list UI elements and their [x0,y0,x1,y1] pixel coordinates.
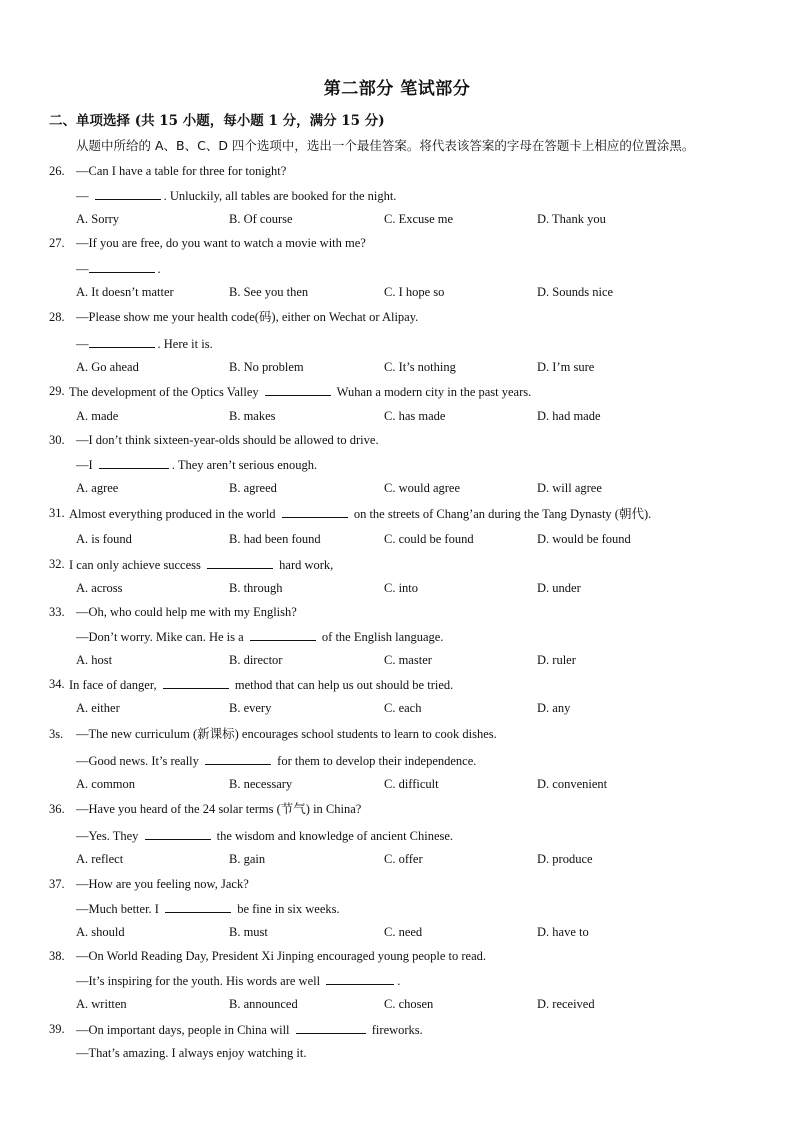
option-b: B. See you then [229,285,309,299]
option-a: A. made [76,409,119,423]
question-number: 28. [49,310,65,324]
question-number: 32. [49,557,65,571]
option-b: B. necessary [229,777,293,791]
option-a: A. Go ahead [76,360,139,374]
instruction-text: 从题中所给的 A、B、C、D 四个选项中，选出一个最佳答案。将代表该答案的字母在答题卡上相应的位置涂黑。 [76,138,695,153]
question-text: Almost everything produced in the world on the streets of Chang’an during the Tang Dynasty (朝代). [69,507,652,521]
option-d: D. had made [537,409,601,423]
answer-line: — . Here it is. [76,337,213,351]
option-a: A. host [76,653,113,667]
question-text: —How are you feeling now, Jack? [76,877,249,891]
page-title: 第二部分 笔试部分 [323,79,471,99]
option-c: C. could be found [384,532,474,546]
option-b: B. announced [229,997,298,1011]
answer-blank [89,260,155,273]
option-a: A. common [76,777,136,791]
answer-blank [207,556,273,569]
option-b: B. had been found [229,532,321,546]
option-b: B. must [229,925,268,939]
answer-line: —Much better. I be fine in six weeks. [76,902,340,916]
answer-blank [205,752,271,765]
option-a: A. It doesn’t matter [76,285,174,299]
option-b: B. director [229,653,283,667]
question-text: —If you are free, do you want to watch a movie with me? [76,236,366,250]
question-number: 27. [49,236,65,250]
option-d: D. produce [537,852,593,866]
answer-blank [165,900,231,913]
option-a: A. reflect [76,852,124,866]
answer-blank [95,187,161,200]
option-d: D. received [537,997,595,1011]
question-text: In face of danger, method that can help us out should be tried. [69,678,454,692]
option-d: D. convenient [537,777,608,791]
option-d: D. under [537,581,581,595]
answer-line: —Don’t worry. Mike can. He is a of the English language. [76,630,444,644]
question-text: —On World Reading Day, President Xi Jinping encouraged young people to read. [76,949,487,963]
section-heading: 二、单项选择 (共 15 小题，每小题 1 分，满分 15 分) [49,113,385,129]
question-number: 26. [49,164,65,178]
question-number: 33. [49,605,65,619]
answer-blank [282,505,348,518]
option-d: D. ruler [537,653,576,667]
answer-line: —It’s inspiring for the youth. His words are well . [76,974,401,988]
question-number: 30. [49,433,65,447]
option-d: D. will agree [537,481,602,495]
question-number: 31. [49,506,65,520]
question-number: 34. [49,677,65,691]
option-c: C. each [384,701,422,715]
option-c: C. I hope so [384,285,445,299]
option-d: D. Thank you [537,212,606,226]
answer-line: —Yes. They the wisdom and knowledge of ancient Chinese. [76,829,454,843]
question-text: —Please show me your health code(码), either on Wechat or Alipay. [76,310,419,324]
option-a: A. written [76,997,127,1011]
question-number: 36. [49,802,65,816]
question-text: I can only achieve success hard work, [69,558,334,572]
question-number: 38. [49,949,65,963]
option-c: C. need [384,925,423,939]
answer-blank [296,1021,366,1034]
question-text: The development of the Optics Valley Wuhan a modern city in the past years. [69,385,532,399]
option-c: C. offer [384,852,423,866]
answer-blank [89,335,155,348]
answer-line: —Good news. It’s really for them to develop their independence. [76,754,477,768]
option-c: C. difficult [384,777,439,791]
option-a: A. either [76,701,120,715]
option-d: D. any [537,701,571,715]
question-number: 29. [49,384,65,398]
question-number: 39. [49,1022,65,1036]
question-text: —Oh, who could help me with my English? [76,605,297,619]
answer-blank [250,628,316,641]
option-b: B. makes [229,409,276,423]
question-text: —I don’t think sixteen-year-olds should be allowed to drive. [76,433,379,447]
option-a: A. Sorry [76,212,120,226]
question-number: 37. [49,877,65,891]
answer-blank [163,676,229,689]
answer-line: — . Unluckily, all tables are booked for the night. [76,189,397,203]
question-text: —Have you heard of the 24 solar terms (节气) in China? [76,802,362,816]
option-b: B. No problem [229,360,304,374]
option-c: C. master [384,653,432,667]
question-text: —On important days, people in China will fireworks. [76,1023,423,1037]
option-c: C. Excuse me [384,212,454,226]
option-d: D. would be found [537,532,631,546]
option-d: D. Sounds nice [537,285,614,299]
option-d: D. have to [537,925,589,939]
option-c: C. would agree [384,481,461,495]
question-number: 3s. [49,727,64,741]
answer-blank [326,972,394,985]
answer-line: —That’s amazing. I always enjoy watching it. [76,1046,307,1060]
option-a: A. agree [76,481,119,495]
option-a: A. is found [76,532,132,546]
answer-blank [99,456,169,469]
option-c: C. has made [384,409,446,423]
option-b: B. through [229,581,283,595]
option-b: B. Of course [229,212,293,226]
option-b: B. agreed [229,481,277,495]
option-d: D. I’m sure [537,360,595,374]
question-text: —Can I have a table for three for tonight? [76,164,287,178]
option-b: B. gain [229,852,266,866]
option-a: A. across [76,581,123,595]
option-b: B. every [229,701,272,715]
answer-blank [145,827,211,840]
answer-line: —I . They aren’t serious enough. [76,458,318,472]
option-c: C. It’s nothing [384,360,456,374]
answer-line: — . [76,262,161,276]
question-text: —The new curriculum (新课标) encourages school students to learn to cook dishes. [76,727,497,741]
answer-blank [265,383,331,396]
option-c: C. into [384,581,419,595]
option-c: C. chosen [384,997,434,1011]
option-a: A. should [76,925,125,939]
